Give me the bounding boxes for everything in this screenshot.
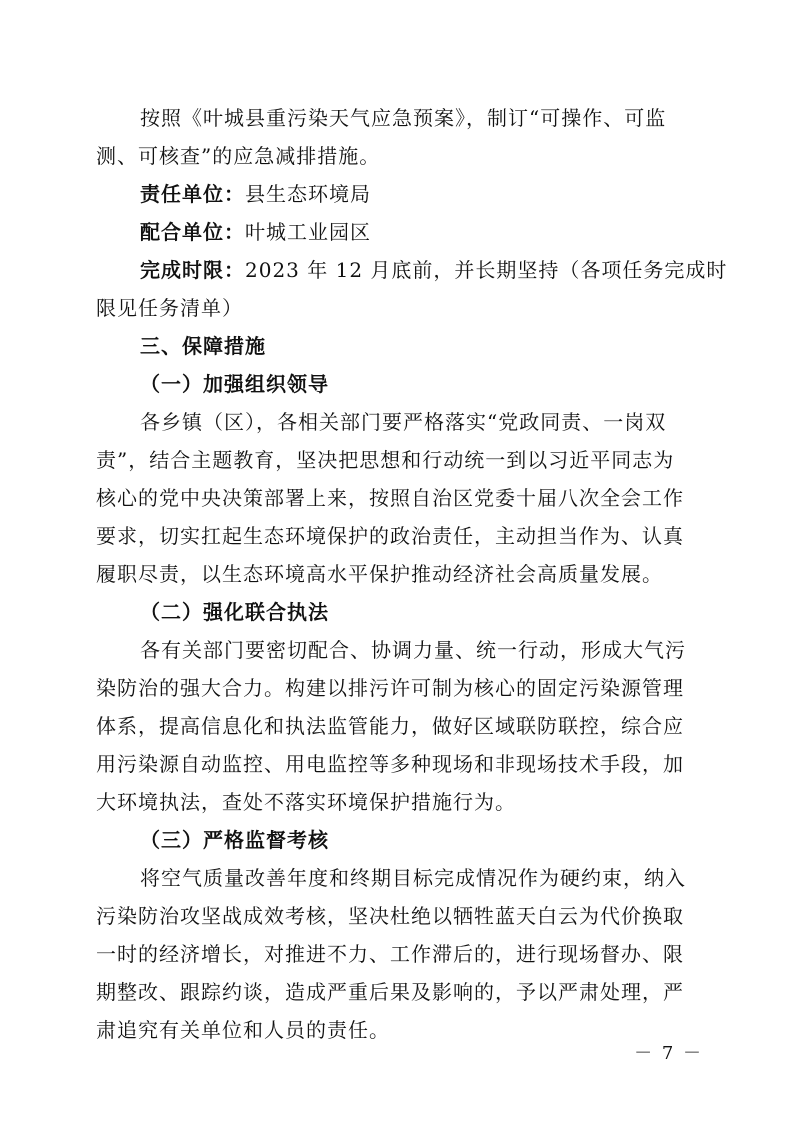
- cooperating-unit-label: 配合单位：: [140, 220, 245, 244]
- subsection-heading: （二）强化联合执法: [140, 600, 329, 624]
- deadline-value-continued: 限见任务清单）: [96, 296, 243, 320]
- paragraph-line: 大环境执法，查处不落实环境保护措施行为。: [96, 790, 516, 814]
- section-heading: 三、保障措施: [140, 334, 266, 358]
- page-number: － 7 －: [634, 1043, 703, 1064]
- paragraph-line: 肃追究有关单位和人员的责任。: [96, 1018, 390, 1042]
- paragraph-line: 要求，切实扛起生态环境保护的政治责任，主动担当作为、认真: [96, 524, 684, 548]
- responsible-unit-value: 县生态环境局: [245, 182, 371, 206]
- subsection-heading: （一）加强组织领导: [140, 372, 329, 396]
- paragraph-line: 期整改、跟踪约谈，造成严重后果及影响的，予以严肃处理，严: [96, 980, 684, 1004]
- paragraph-line: 履职尽责，以生态环境高水平保护推动经济社会高质量发展。: [96, 562, 663, 586]
- responsible-unit-row: [140, 180, 371, 208]
- deadline-label: 完成时限：: [140, 258, 245, 282]
- paragraph-line: 用污染源自动监控、用电监控等多种现场和非现场技术手段，加: [96, 752, 684, 776]
- paragraph-line: 各有关部门要密切配合、协调力量、统一行动，形成大气污: [140, 638, 686, 662]
- paragraph-line: 染防治的强大合力。构建以排污许可制为核心的固定污染源管理: [96, 676, 684, 700]
- paragraph-line: 污染防治攻坚战成效考核，坚决杜绝以牺牲蓝天白云为代价换取: [96, 904, 684, 928]
- paragraph-line: 体系，提高信息化和执法监管能力，做好区域联防联控，综合应: [96, 714, 684, 738]
- deadline-row: [140, 256, 727, 284]
- paragraph-line: 测、可核查”的应急减排措施。: [96, 144, 381, 168]
- deadline-value: 2023 年 12 月底前，并长期坚持（各项任务完成时: [245, 258, 728, 282]
- paragraph-line: 责”，结合主题教育，坚决把思想和行动统一到以习近平同志为: [96, 448, 675, 472]
- responsible-unit-label: 责任单位：: [140, 182, 245, 206]
- paragraph-line: 按照《叶城县重污染天气应急预案》，制订“可操作、可监: [140, 106, 667, 130]
- cooperating-unit-row: [140, 218, 371, 246]
- paragraph-line: 一时的经济增长，对推进不力、工作滞后的，进行现场督办、限: [96, 942, 684, 966]
- paragraph-line: 核心的党中央决策部署上来，按照自治区党委十届八次全会工作: [96, 486, 684, 510]
- subsection-heading: （三）严格监督考核: [140, 828, 329, 852]
- paragraph-line: 将空气质量改善年度和终期目标完成情况作为硬约束，纳入: [140, 866, 686, 890]
- paragraph-line: 各乡镇（区），各相关部门要严格落实“党政同责、一岗双: [140, 410, 667, 434]
- cooperating-unit-value: 叶城工业园区: [245, 220, 371, 244]
